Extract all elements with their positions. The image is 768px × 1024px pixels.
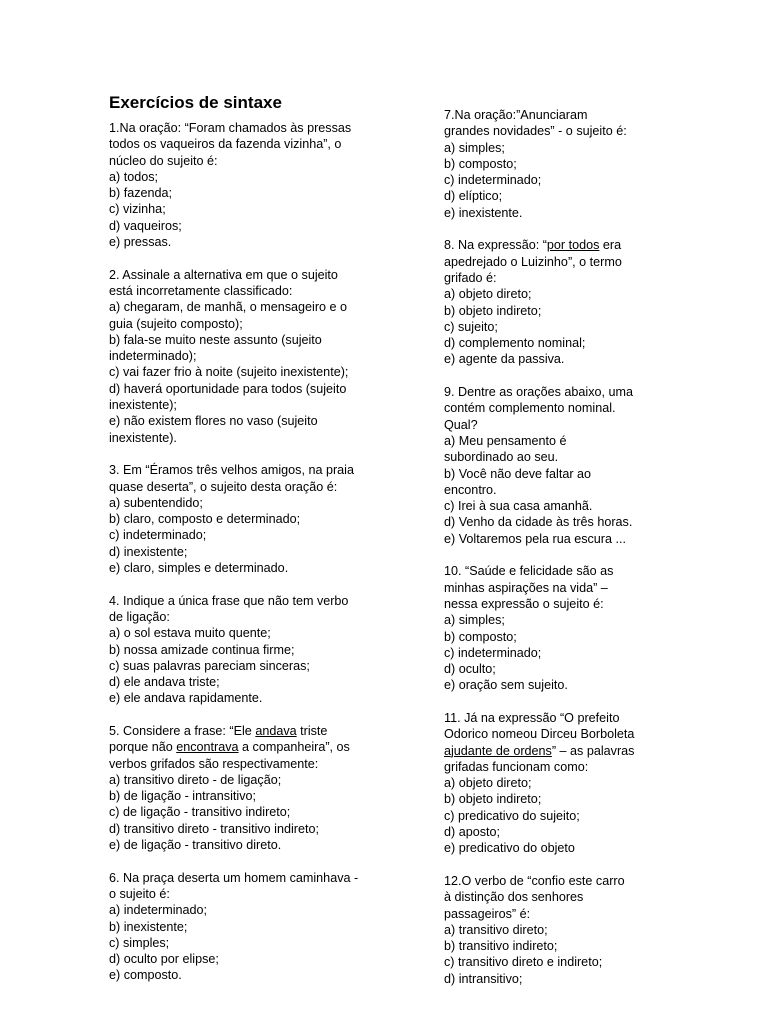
text-segment: 9. Dentre as orações abaixo, uma [444,385,634,400]
text-segment: contém complemento nominal. [444,401,616,416]
text-segment: porque não [109,740,177,755]
text-segment: a) objeto direto; [444,287,532,302]
text-segment: 12.O verbo de “confio este carro [444,873,625,888]
question-line [109,185,399,201]
question-block [109,723,399,853]
question-line [444,710,669,726]
text-segment: indeterminado); [109,349,197,364]
question-line [444,971,669,987]
text-segment: b) composto; [444,629,517,644]
text-segment: c) de ligação - transitivo indireto; [109,805,291,820]
question-line [109,348,399,364]
question-line [444,286,669,302]
question-line [109,218,399,234]
text-segment: verbos grifados são respectivamente: [109,756,319,771]
text-segment: quase deserta”, o sujeito desta oração é: [109,479,338,494]
question-line [109,479,399,495]
text-segment: Odorico nomeou Dirceu Borboleta [444,727,635,742]
text-segment: 10. “Saúde e felicidade são as [444,564,614,579]
text-segment: nessa expressão o sujeito é: [444,596,604,611]
text-segment: d) ele andava triste; [109,675,220,690]
question-line [109,234,399,250]
text-segment: 11. Já na expressão “O prefeito [444,710,620,725]
text-segment: d) Venho da cidade às três horas. [444,515,633,530]
text-segment: c) predicativo do sujeito; [444,808,580,823]
text-segment: c) indeterminado; [109,528,207,543]
question-line [444,123,669,139]
question-line [444,791,669,807]
question-line [444,824,669,840]
text-segment: era [599,238,622,253]
text-segment: 3. Em “Éramos três velhos amigos, na praia [109,463,354,478]
text-segment: e) pressas. [109,235,172,250]
text-segment: b) fazenda; [109,186,173,201]
text-segment: b) objeto indireto; [444,792,542,807]
question-line [109,772,399,788]
underlined-term: ajudante de ordens [444,743,552,758]
text-segment: c) suas palavras pareciam sinceras; [109,658,310,673]
text-segment: b) objeto indireto; [444,303,542,318]
text-segment: a) indeterminado; [109,903,208,918]
left-column [109,120,399,1000]
question-line [444,156,669,172]
text-segment: triste [296,723,328,738]
question-line [109,967,399,983]
text-segment: subordinado ao seu. [444,450,559,465]
text-segment: e) inexistente. [444,205,523,220]
question-line [109,544,399,560]
question-line [444,449,669,465]
question-line [109,332,399,348]
question-line [109,120,399,136]
document-title: Exercícios de sintaxe [109,93,282,112]
text-segment: inexistente); [109,398,177,413]
right-column [444,107,669,1003]
text-segment: inexistente). [109,430,177,445]
question-line [444,954,669,970]
text-segment: b) claro, composto e determinado; [109,512,301,527]
text-segment: c) transitivo direto e indireto; [444,955,603,970]
question-line [109,381,399,397]
question-line [109,316,399,332]
text-segment: b) composto; [444,156,517,171]
text-segment: c) indeterminado; [444,645,542,660]
text-segment: encontro. [444,482,497,497]
text-segment: a) Meu pensamento é [444,433,567,448]
text-segment: b) fala-se muito neste assunto (sujeito [109,332,322,347]
text-segment: grifadas funcionam como: [444,759,589,774]
text-segment: d) haverá oportunidade para todos (sujeito [109,381,347,396]
question-line [109,593,399,609]
text-segment: a) chegaram, de manhã, o mensageiro e o [109,300,348,315]
text-segment: b) nossa amizade continua firme; [109,642,295,657]
question-line [444,140,669,156]
question-line [444,922,669,938]
question-line [444,726,669,742]
question-block [109,870,399,984]
text-segment: 2. Assinale a alternativa em que o sujeito [109,267,338,282]
text-segment: ” – as palavras [551,743,635,758]
text-segment: c) simples; [109,935,170,950]
text-segment: e) não existem flores no vaso (sujeito [109,414,318,429]
question-line [444,677,669,693]
question-line [109,821,399,837]
question-line [444,433,669,449]
text-segment: núcleo do sujeito é: [109,153,218,168]
text-segment: 6. Na praça deserta um homem caminhava - [109,870,359,885]
question-line [444,205,669,221]
text-segment: 4. Indique a única frase que não tem verbo [109,593,349,608]
text-segment: d) oculto por elipse; [109,952,219,967]
question-line [109,169,399,185]
question-line [444,938,669,954]
text-segment: b) de ligação - intransitivo; [109,789,256,804]
question-block [444,563,669,693]
question-line [109,837,399,853]
question-line [109,527,399,543]
question-line [444,906,669,922]
text-segment: a) objeto direto; [444,776,532,791]
question-line [109,870,399,886]
text-segment: c) Irei à sua casa amanhã. [444,499,593,514]
text-segment: a) todos; [109,169,159,184]
question-line [109,658,399,674]
text-segment: passageiros” é: [444,906,531,921]
text-segment: 7.Na oração:”Anunciaram [444,108,588,122]
question-line [444,596,669,612]
question-line [109,495,399,511]
question-block [109,267,399,446]
text-segment: guia (sujeito composto); [109,316,243,331]
question-block [444,107,669,221]
underlined-term: por todos [546,238,600,253]
question-line [444,808,669,824]
text-segment: e) composto. [109,968,182,983]
question-line [444,514,669,530]
question-line [444,270,669,286]
text-segment: c) vai fazer frio à noite (sujeito inexistente); [109,365,349,380]
underlined-term: andava [255,723,297,738]
question-line [444,612,669,628]
text-segment: a) simples; [444,613,505,628]
question-line [109,283,399,299]
question-line [109,153,399,169]
text-segment: apedrejado o Luizinho”, o termo [444,254,622,269]
text-segment: d) aposto; [444,825,501,840]
question-line [444,759,669,775]
text-segment: d) transitivo direto - transitivo indireto; [109,821,319,836]
question-line [109,413,399,429]
question-line [444,351,669,367]
question-line [109,951,399,967]
question-block [109,120,399,250]
question-line [109,299,399,315]
question-line [109,788,399,804]
question-line [444,482,669,498]
text-segment: e) oração sem sujeito. [444,678,568,693]
text-segment: 8. Na expressão: “ [444,238,547,253]
text-segment: grifado é: [444,270,497,285]
question-line [444,775,669,791]
question-line [109,756,399,772]
text-segment: b) Você não deve faltar ao [444,466,592,481]
text-segment: d) intransitivo; [444,971,523,986]
question-line [109,690,399,706]
question-line [109,919,399,935]
text-segment: a) subentendido; [109,495,203,510]
question-line [444,645,669,661]
question-line [444,303,669,319]
text-segment: a) transitivo direto; [444,922,548,937]
question-line [109,886,399,902]
question-line [444,107,669,123]
text-segment: e) Voltaremos pela rua escura ... [444,531,627,546]
text-segment: a) o sol estava muito quente; [109,626,271,641]
question-line [444,661,669,677]
question-line [444,840,669,856]
text-segment: o sujeito é: [109,886,170,901]
question-line [109,136,399,152]
text-segment: d) vaqueiros; [109,218,182,233]
question-line [109,267,399,283]
question-line [109,935,399,951]
question-line [109,625,399,641]
question-line [444,417,669,433]
text-segment: b) transitivo indireto; [444,939,558,954]
question-line [444,254,669,270]
question-line [109,511,399,527]
question-line [444,237,669,253]
question-line [109,560,399,576]
question-line [109,723,399,739]
text-segment: 1.Na oração: “Foram chamados às pressas [109,121,352,135]
text-segment: a) transitivo direto - de ligação; [109,772,282,787]
question-line [444,580,669,596]
question-line [444,743,669,759]
question-line [109,804,399,820]
question-block [109,462,399,576]
question-line [444,172,669,188]
question-line [444,629,669,645]
question-block [444,710,669,857]
question-line [444,531,669,547]
text-segment: está incorretamente classificado: [109,283,293,298]
text-segment: d) inexistente; [109,544,188,559]
text-segment: d) elíptico; [444,189,503,204]
text-segment: e) agente da passiva. [444,352,565,367]
question-line [444,188,669,204]
text-segment: todos os vaqueiros da fazenda vizinha”, o [109,137,342,152]
question-block [444,873,669,987]
question-line [109,674,399,690]
text-segment: minhas aspirações na vida” – [444,580,608,595]
text-segment: e) ele andava rapidamente. [109,691,263,706]
question-line [444,319,669,335]
question-line [109,397,399,413]
text-segment: e) de ligação - transitivo direto. [109,838,282,853]
text-segment: c) vizinha; [109,202,166,217]
question-line [444,466,669,482]
question-line [109,902,399,918]
question-line [444,335,669,351]
text-segment: d) complemento nominal; [444,336,586,351]
question-line [444,498,669,514]
question-line [109,201,399,217]
question-line [109,609,399,625]
text-segment: d) oculto; [444,662,496,677]
text-segment: grandes novidades” - o sujeito é: [444,124,627,139]
question-block [444,384,669,547]
question-line [444,384,669,400]
text-segment: a companheira”, os [238,740,350,755]
question-line [109,364,399,380]
question-line [109,739,399,755]
question-line [109,430,399,446]
text-segment: 5. Considere a frase: “Ele [109,723,256,738]
question-block [109,593,399,707]
question-line [109,642,399,658]
question-line [444,563,669,579]
text-segment: de ligação: [109,609,170,624]
question-line [109,462,399,478]
text-segment: Qual? [444,417,478,432]
text-segment: e) claro, simples e determinado. [109,561,289,576]
underlined-term: encontrava [176,740,239,755]
question-line [444,400,669,416]
question-line [444,889,669,905]
question-line [444,873,669,889]
text-segment: à distinção dos senhores [444,890,584,905]
text-segment: e) predicativo do objeto [444,841,575,856]
text-segment: b) inexistente; [109,919,188,934]
text-segment: a) simples; [444,140,505,155]
text-segment: c) indeterminado; [444,173,542,188]
question-block [444,237,669,367]
text-segment: c) sujeito; [444,319,498,334]
